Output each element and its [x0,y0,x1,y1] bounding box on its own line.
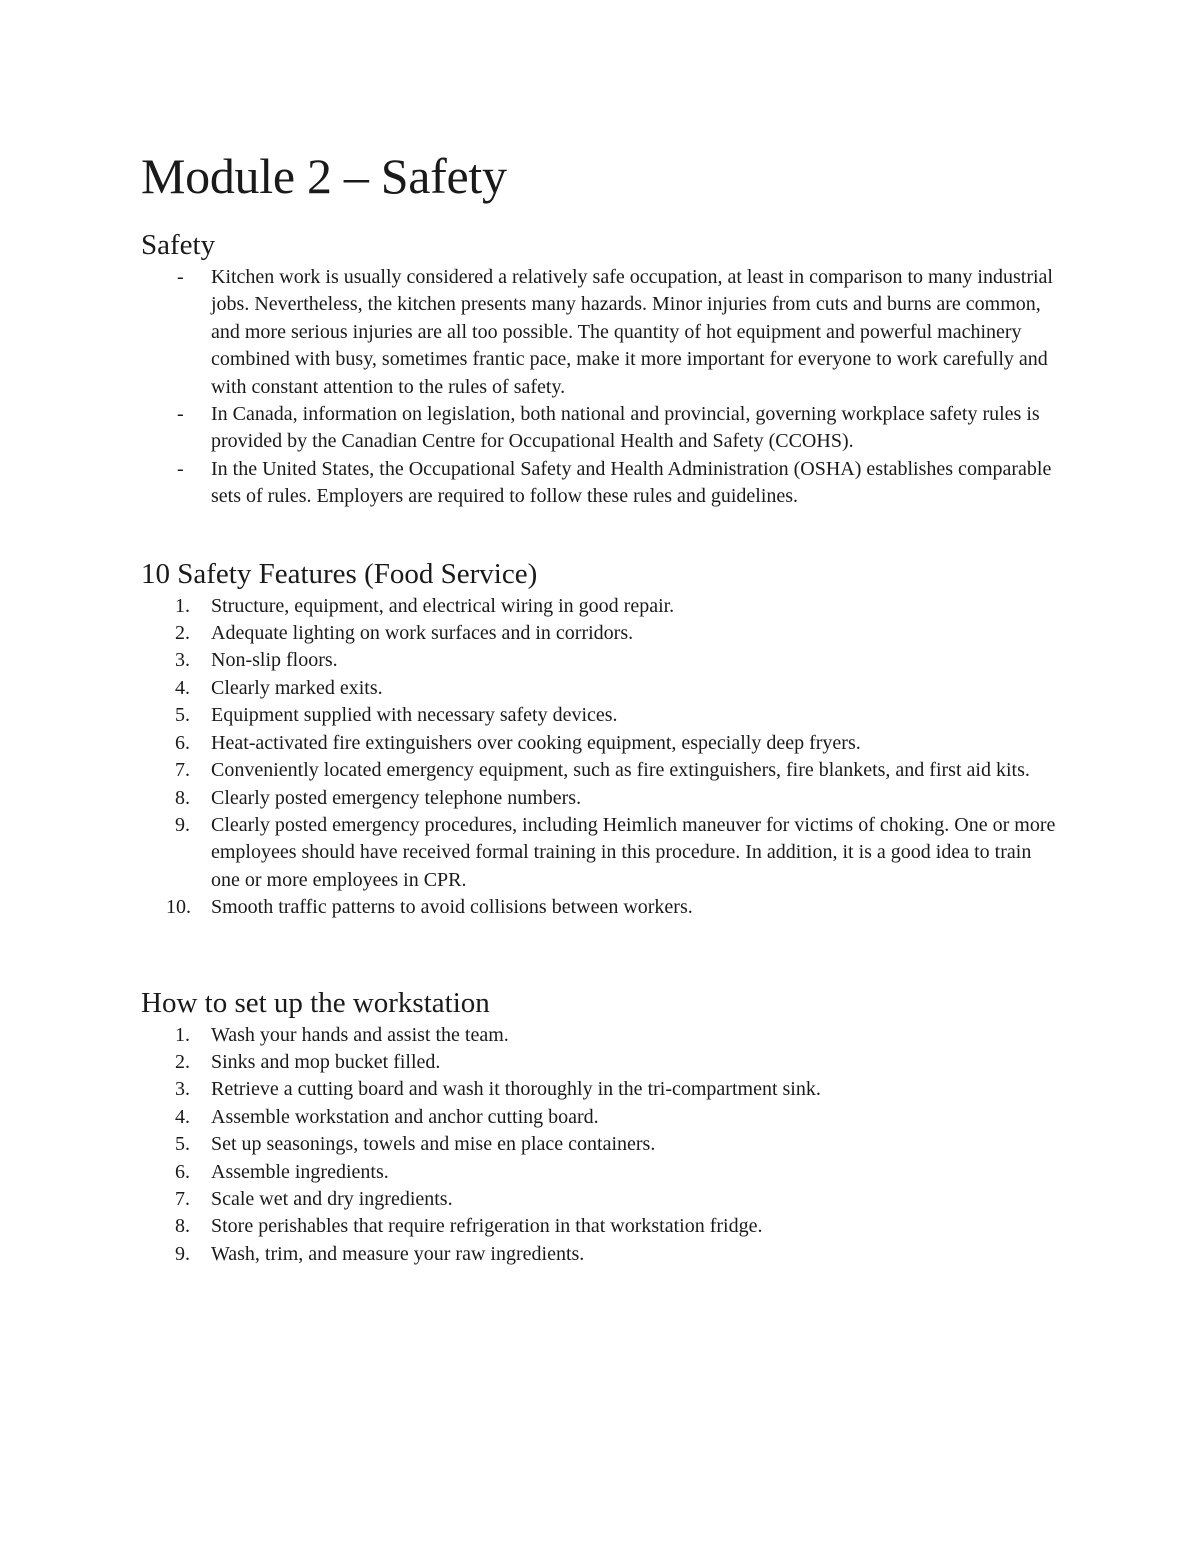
list-item-text: Clearly posted emergency procedures, including Heimlich maneuver for victims of choking. One or more employees should have received formal training in this procedure. In addition, it is a good idea to train one or more employees in CPR. [211,813,1056,891]
list-item-text: Clearly posted emergency telephone numbers. [211,786,582,809]
list-number: 3. [175,1078,190,1101]
list-item [141,1131,1061,1158]
section-heading-safety: Safety [141,229,216,261]
list-item [141,1022,1061,1049]
list-item-text: Wash, trim, and measure your raw ingredients. [211,1242,585,1265]
list-item [141,757,1061,784]
section-heading-safety-features: 10 Safety Features (Food Service) [141,557,538,590]
list-number: 3. [175,649,190,672]
list-item [141,1104,1061,1131]
list-item [141,1049,1061,1076]
list-item-text: In Canada, information on legislation, both national and provincial, governing workplace safety rules is provided by the Canadian Centre for Occupational Health and Safety (CCOHS). [211,403,1040,453]
list-number: 10. [166,896,191,919]
list-item [141,401,1061,456]
dash-marker: - [177,403,184,426]
list-number: 4. [175,1105,190,1128]
list-item-text: Store perishables that require refrigeration in that workstation fridge. [211,1215,763,1238]
list-item-text: Sinks and mop bucket filled. [211,1050,441,1073]
dash-marker: - [177,457,184,480]
list-number: 8. [175,786,190,809]
list-number: 5. [175,704,190,727]
list-item-text: Scale wet and dry ingredients. [211,1187,453,1210]
list-number: 2. [175,1050,190,1073]
list-item-text: Wash your hands and assist the team. [211,1023,509,1046]
list-item [141,456,1061,511]
dash-marker: - [177,266,184,288]
list-item [141,1213,1061,1240]
list-item [141,785,1061,812]
list-item-text: Set up seasonings, towels and mise en place containers. [211,1133,656,1156]
document-title: Module 2 – Safety [141,148,507,204]
list-item-text: Assemble ingredients. [211,1160,389,1183]
list-item [141,702,1061,729]
list-number: 7. [175,1187,190,1210]
list-item-text: Equipment supplied with necessary safety devices. [211,704,618,727]
list-number: 1. [175,594,190,617]
list-item [141,1186,1061,1213]
section-heading-workstation: How to set up the workstation [141,986,490,1019]
list-number: 9. [175,1242,190,1265]
safety-features-list [141,593,1061,922]
list-number: 1. [175,1023,190,1046]
list-item-text: In the United States, the Occupational Safety and Health Administration (OSHA) establishes comparable sets of rules. Employers are required to follow these rules and guidelines. [211,457,1052,508]
list-item-text: Non-slip floors. [211,649,338,672]
list-number: 9. [175,813,190,836]
document-page [141,140,1061,1268]
list-item-text: Kitchen work is usually considered a relatively safe occupation, at least in comparison to many industrial jobs. Nevertheless, the kitchen presents many hazards. Minor injuries from cuts and burns are common, and more serious injuries are all too possible. The quantity of hot equipment and powerful machinery combined with busy, sometimes frantic pace, make it more important for everyone to work carefully and with constant attention to the rules of safety. [211,266,1053,398]
list-number: 8. [175,1215,190,1238]
list-item [141,593,1061,620]
list-item [141,1159,1061,1186]
list-item [141,1241,1061,1268]
list-item [141,264,1061,401]
list-item-text: Structure, equipment, and electrical wiring in good repair. [211,594,675,617]
list-item-text: Conveniently located emergency equipment, such as fire extinguishers, fire blankets, and first aid kits. [211,759,1030,782]
list-item-text: Heat-activated fire extinguishers over cooking equipment, especially deep fryers. [211,731,861,754]
list-item [141,1076,1061,1103]
list-item-text: Retrieve a cutting board and wash it thoroughly in the tri-compartment sink. [211,1078,821,1101]
list-item-text: Smooth traffic patterns to avoid collisions between workers. [211,896,693,919]
list-number: 4. [175,676,190,699]
list-item-text: Assemble workstation and anchor cutting board. [211,1105,599,1128]
list-item-text: Clearly marked exits. [211,676,383,699]
list-number: 6. [175,1160,190,1183]
list-number: 5. [175,1133,190,1156]
list-item [141,812,1061,894]
list-item [141,620,1061,647]
list-item [141,730,1061,757]
list-number: 7. [175,759,190,782]
list-item [141,647,1061,674]
list-item [141,894,1061,921]
list-number: 6. [175,731,190,754]
workstation-steps-list [141,1022,1061,1269]
list-item [141,675,1061,702]
safety-bullet-list [141,264,1061,511]
list-number: 2. [175,622,190,645]
list-item-text: Adequate lighting on work surfaces and in corridors. [211,622,634,645]
